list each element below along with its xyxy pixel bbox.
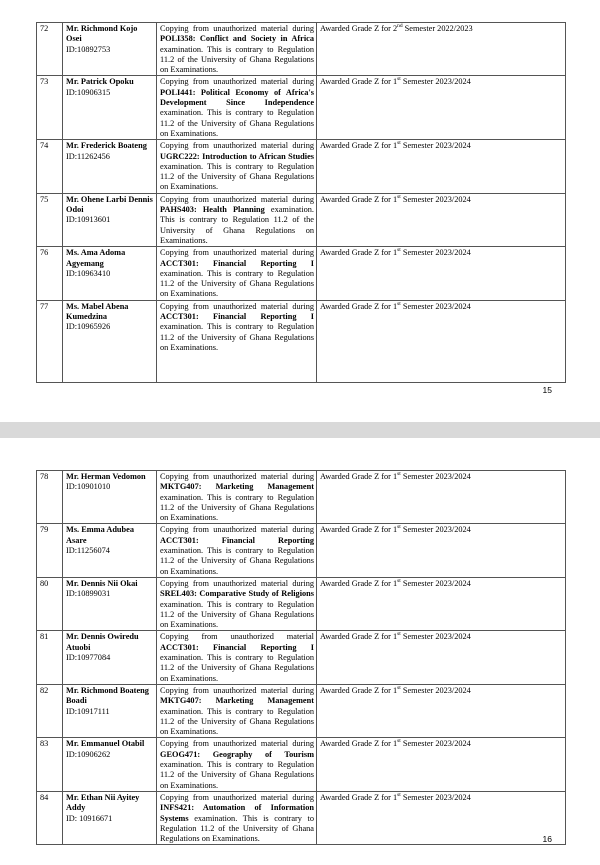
offence-regulation: examination. This is contrary to Regulation 11.2 of the University of Ghana Regulations on Examinations. (160, 760, 314, 790)
semester-ordinal: st (397, 578, 401, 585)
offence-cell (157, 684, 317, 737)
offence-regulation: examination. This is contrary to Regulation 11.2 of the University of Ghana Regulations on Examinations. (160, 161, 314, 192)
offence-regulation: examination. This is contrary to Regulation 11.2 of the University of Ghana Regulations on Examinations. (160, 813, 314, 844)
student-cell (63, 140, 157, 193)
page-number: 15 (542, 385, 552, 395)
student-id: ID:10913601 (66, 215, 111, 225)
student-cell (63, 631, 157, 684)
sanction-cell (317, 684, 566, 737)
sanction-cell (317, 247, 566, 300)
offence-cell (157, 247, 317, 300)
student-cell (63, 524, 157, 577)
course-title: GEOG471: Geography of Tourism (160, 749, 314, 759)
sanction-text: Awarded Grade Z for 1 (320, 525, 398, 535)
offence-text: Copying from unauthorized material during (160, 739, 314, 749)
student-name: Mr. Dennis Owiredu Atuobi (66, 632, 139, 652)
table-row (37, 300, 566, 382)
semester-ordinal: st (397, 471, 401, 478)
table-row (37, 577, 566, 630)
offence-regulation: examination. This is contrary to Regulation 11.2 of the University of Ghana Regulations on Examinations. (160, 653, 314, 683)
offence-text: Copying from unauthorized material during (160, 141, 314, 151)
offence-cell (157, 791, 317, 844)
sanction-text: Awarded Grade Z for 2 (320, 24, 398, 33)
student-name: Ms. Emma Adubea Asare (66, 525, 134, 545)
student-cell (63, 738, 157, 791)
row-number: 78 (37, 471, 63, 524)
sanction-cell (317, 193, 566, 246)
course-title: ACCT301: Financial Reporting I (160, 642, 314, 652)
row-number: 72 (37, 23, 63, 76)
offence-cell (157, 140, 317, 193)
student-name: Mr. Ohene Larbi Dennis Odoi (66, 194, 153, 215)
offence-cell (157, 524, 317, 577)
course-title: ACCT301: Financial Reporting I (160, 312, 314, 322)
student-name: Mr. Patrick Opoku (66, 77, 134, 87)
row-number: 75 (37, 193, 63, 246)
course-title: UGRC222: Introduction to African Studies (160, 151, 314, 161)
offence-text: Copying from unauthorized material during (160, 194, 314, 204)
sanction-cell (317, 524, 566, 577)
sanction-cell (317, 23, 566, 76)
student-id: ID:10906262 (66, 749, 111, 759)
offence-cell (157, 76, 317, 140)
page-number: 16 (542, 834, 552, 844)
offence-text: Copying from unauthorized material during (160, 301, 314, 311)
offence-regulation: examination. This is contrary to Regulation 11.2 of the University of Ghana Regulations on Examinations. (160, 108, 314, 138)
sanction-cell (317, 300, 566, 382)
student-cell (63, 684, 157, 737)
offence-text: Copying from unauthorized material during (160, 578, 314, 588)
student-cell (63, 23, 157, 76)
sanction-text: Awarded Grade Z for 1 (320, 248, 398, 258)
row-number: 81 (37, 631, 63, 684)
offence-text: Copying from unauthorized material during (160, 472, 314, 481)
sanction-text: Awarded Grade Z for 1 (320, 685, 398, 695)
sanction-text: Awarded Grade Z for 1 (320, 472, 398, 481)
semester-ordinal: st (397, 247, 401, 254)
sanction-cell (317, 738, 566, 791)
student-id: ID: 10916671 (66, 813, 113, 823)
sanction-semester: Semester 2023/2024 (400, 248, 471, 258)
table-row (37, 738, 566, 791)
sanctions-table (36, 22, 566, 383)
student-name: Mr. Richmond Kojo Osei (66, 24, 138, 44)
row-number: 74 (37, 140, 63, 193)
student-name: Mr. Emmanuel Otabil (66, 739, 145, 749)
offence-cell (157, 577, 317, 630)
course-title: ACCT301: Financial Reporting (160, 535, 314, 545)
course-title: SREL403: Comparative Study of Religions (160, 589, 314, 599)
row-number: 76 (37, 247, 63, 300)
table-row (37, 76, 566, 140)
semester-ordinal: st (397, 738, 401, 745)
student-id: ID:11262456 (66, 151, 110, 161)
row-number: 82 (37, 684, 63, 737)
table-row (37, 193, 566, 246)
student-cell (63, 76, 157, 140)
sanction-cell (317, 471, 566, 524)
student-name: Mr. Ethan Nii Ayitey Addy (66, 792, 140, 813)
sanction-semester: Semester 2023/2024 (400, 632, 471, 642)
semester-ordinal: st (397, 193, 401, 200)
offence-regulation: examination. This is contrary to Regulation 11.2 of the University of Ghana Regulations on Examinations. (160, 205, 314, 245)
table-row (37, 140, 566, 193)
semester-ordinal: st (397, 524, 401, 531)
student-cell (63, 300, 157, 382)
sanction-text: Awarded Grade Z for 1 (320, 194, 398, 204)
offence-regulation: examination. This is contrary to Regulation 11.2 of the University of Ghana Regulations on Examinations. (160, 44, 314, 75)
offence-cell (157, 738, 317, 791)
offence-text: Copying from unauthorized material during (160, 792, 314, 802)
sanction-semester: Semester 2023/2024 (400, 472, 471, 481)
course-title: MKTG407: Marketing Management (160, 696, 314, 706)
sanction-semester: Semester 2023/2024 (400, 141, 471, 151)
row-number: 73 (37, 76, 63, 140)
semester-ordinal: st (397, 76, 401, 83)
document-page-15 (0, 0, 600, 422)
offence-cell (157, 471, 317, 524)
table-row (37, 247, 566, 300)
sanction-cell (317, 791, 566, 844)
sanction-text: Awarded Grade Z for 1 (320, 301, 398, 311)
offence-cell (157, 23, 317, 76)
offence-cell (157, 193, 317, 246)
table-row (37, 684, 566, 737)
sanction-cell (317, 76, 566, 140)
sanction-semester: Semester 2023/2024 (400, 194, 471, 204)
student-id: ID:10906315 (66, 87, 111, 97)
offence-text: Copying from unauthorized material during (160, 24, 314, 33)
sanction-text: Awarded Grade Z for 1 (320, 578, 398, 588)
row-number: 79 (37, 524, 63, 577)
student-id: ID:11256074 (66, 546, 110, 556)
student-name: Mr. Richmond Boateng Boadi (66, 685, 149, 706)
offence-regulation: examination. This is contrary to Regulation 11.2 of the University of Ghana Regulations on Examinations. (160, 268, 314, 299)
course-title: INFS421: Automation of Information Systems (160, 803, 314, 823)
semester-ordinal: st (397, 792, 401, 799)
student-id: ID:10965926 (66, 322, 111, 332)
course-title: POLI441: Political Economy of Africa's Development Since Independence (160, 87, 314, 108)
student-name: Mr. Frederick Boateng (66, 141, 147, 151)
student-cell (63, 577, 157, 630)
sanction-semester: Semester 2023/2024 (400, 525, 471, 535)
student-id: ID:10963410 (66, 268, 111, 278)
table-row (37, 524, 566, 577)
student-id: ID:10899031 (66, 589, 111, 599)
sanction-text: Awarded Grade Z for 1 (320, 632, 398, 642)
sanction-text: Awarded Grade Z for 1 (320, 77, 398, 87)
student-cell (63, 791, 157, 844)
offence-cell (157, 631, 317, 684)
row-number: 83 (37, 738, 63, 791)
offence-text: Copying from unauthorized material during (160, 77, 314, 87)
student-cell (63, 247, 157, 300)
student-cell (63, 471, 157, 524)
course-title: POLI358: Conflict and Society in Africa (160, 34, 314, 44)
course-title: PAHS403: Health Planning (160, 205, 265, 215)
student-id: ID:10892753 (66, 44, 111, 54)
table-row (37, 23, 566, 76)
student-id: ID:10901010 (66, 482, 111, 492)
semester-ordinal: st (397, 631, 401, 638)
row-number: 80 (37, 577, 63, 630)
sanction-text: Awarded Grade Z for 1 (320, 739, 398, 749)
course-title: MKTG407: Marketing Management (160, 482, 314, 492)
student-name: Mr. Herman Vedomon (66, 472, 146, 481)
semester-ordinal: nd (397, 23, 403, 30)
sanction-semester: Semester 2023/2024 (400, 792, 471, 802)
sanction-cell (317, 140, 566, 193)
table-row (37, 631, 566, 684)
sanctions-table (36, 470, 566, 845)
offence-regulation: examination. This is contrary to Regulation 11.2 of the University of Ghana Regulations on Examinations. (160, 599, 314, 630)
offence-text: Copying from unauthorized material (160, 632, 314, 642)
sanction-semester: Semester 2023/2024 (400, 578, 471, 588)
offence-regulation: examination. This is contrary to Regulation 11.2 of the University of Ghana Regulations on Examinations. (160, 492, 314, 523)
course-title: ACCT301: Financial Reporting I (160, 258, 314, 268)
sanction-semester: Semester 2023/2024 (400, 77, 471, 87)
table-row (37, 471, 566, 524)
offence-regulation: examination. This is contrary to Regulation 11.2 of the University of Ghana Regulations on Examinations. (160, 546, 314, 576)
student-name: Ms. Mabel Abena Kumedzina (66, 301, 129, 322)
offence-regulation: examination. This is contrary to Regulation 11.2 of the University of Ghana Regulations on Examinations. (160, 322, 314, 352)
student-name: Mr. Dennis Nii Okai (66, 578, 138, 588)
sanction-semester: Semester 2022/2023 (402, 24, 473, 33)
semester-ordinal: st (397, 140, 401, 147)
sanction-semester: Semester 2023/2024 (400, 685, 471, 695)
sanction-semester: Semester 2023/2024 (400, 739, 471, 749)
student-id: ID:10917111 (66, 706, 110, 716)
document-page-16 (0, 438, 600, 865)
row-number: 84 (37, 791, 63, 844)
table-row (37, 791, 566, 844)
sanction-text: Awarded Grade Z for 1 (320, 141, 398, 151)
sanction-cell (317, 577, 566, 630)
offence-text: Copying from unauthorized material during (160, 248, 314, 258)
semester-ordinal: st (397, 300, 401, 307)
sanction-cell (317, 631, 566, 684)
offence-cell (157, 300, 317, 382)
sanction-text: Awarded Grade Z for 1 (320, 792, 398, 802)
offence-text: Copying from unauthorized material during (160, 525, 314, 535)
offence-text: Copying from unauthorized material during (160, 685, 314, 695)
semester-ordinal: st (397, 685, 401, 692)
student-cell (63, 193, 157, 246)
offence-regulation: examination. This is contrary to Regulation 11.2 of the University of Ghana Regulations on Examinations. (160, 706, 314, 737)
student-id: ID:10977084 (66, 653, 111, 663)
student-name: Ms. Ama Adoma Agyemang (66, 248, 126, 268)
row-number: 77 (37, 300, 63, 382)
sanction-semester: Semester 2023/2024 (400, 301, 471, 311)
